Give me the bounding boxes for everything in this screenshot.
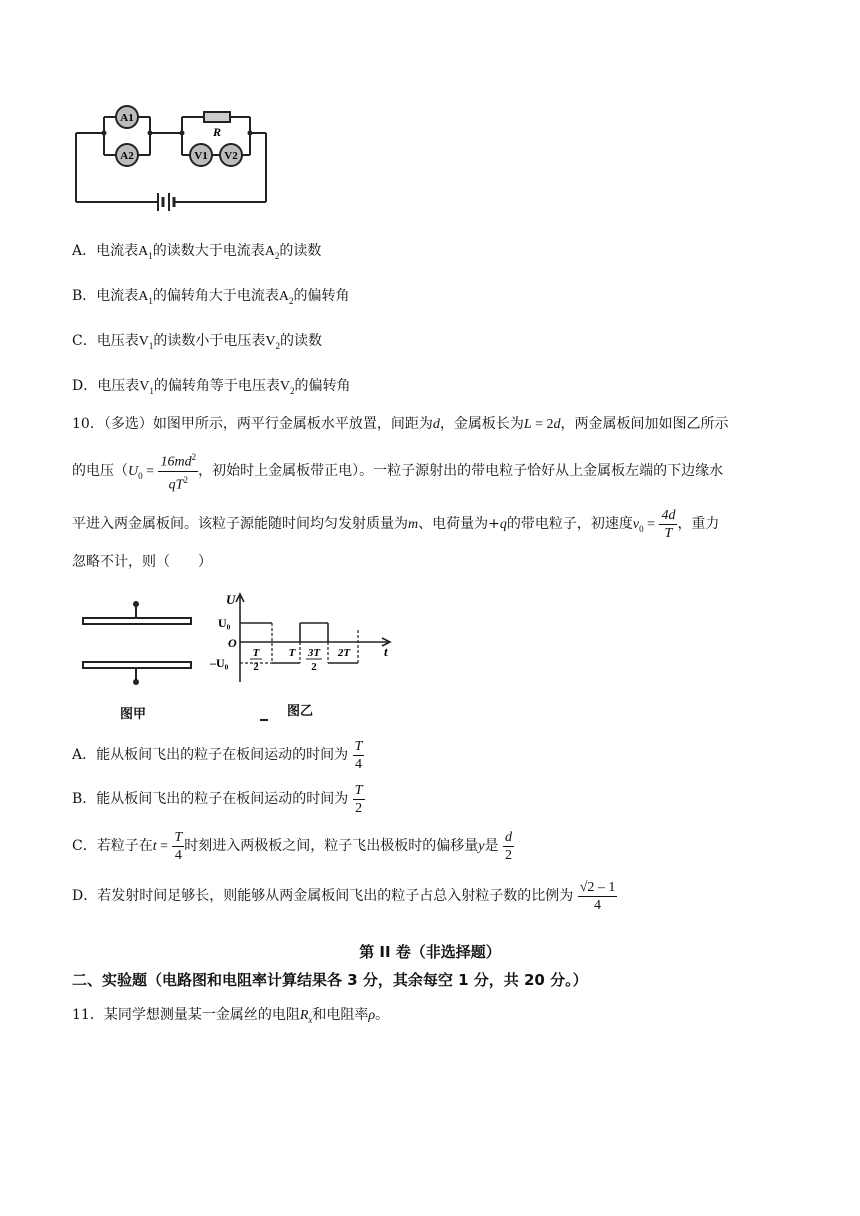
svg-text:3T: 3T	[307, 647, 321, 659]
svg-text:U: U	[226, 592, 236, 607]
svg-text:T: T	[288, 647, 296, 659]
figure-jia-label: 图甲	[120, 707, 147, 722]
q9-option-a: A．电流表$A_1$的读数大于电流表$A_2$的读数	[72, 243, 322, 261]
svg-text:2: 2	[311, 661, 317, 673]
voltmeter-v1	[190, 144, 212, 166]
svg-text:2T: 2T	[337, 647, 351, 659]
svg-text:2: 2	[253, 661, 259, 673]
figure-divider-mark	[260, 719, 268, 721]
svg-text:–U₀: –U₀	[210, 656, 229, 670]
svg-text:A1: A1	[120, 112, 134, 124]
figure-yi-label: 图乙	[287, 704, 314, 719]
q10-stem-line1: 10．（多选）如图甲所示，两平行金属板水平放置，间距为d，金属板长为L = 2d，两金属板间加如图乙所示	[72, 416, 729, 432]
q10-option-d: D．若发射时间足够长，则能够从两金属板间飞出的粒子占总入射粒子数的比例为 $\frac{√2 - 1}{4}$	[72, 879, 616, 913]
tick-three-half-T	[306, 647, 322, 673]
figure-yi-voltage-graph	[208, 590, 398, 690]
svg-text:V2: V2	[224, 150, 238, 162]
q10-stem-line4: 忽略不计，则（ ）	[72, 554, 212, 570]
svg-text:A2: A2	[120, 150, 134, 162]
svg-text:V1: V1	[194, 150, 208, 162]
svg-text:t: t	[384, 644, 388, 659]
figure-jia-plates	[80, 596, 196, 692]
svg-text:U₀: U₀	[218, 616, 231, 630]
svg-text:T: T	[252, 647, 260, 659]
q10-stem-line3: 平进入两金属板间。该粒子源能随时间均匀发射质量为m、电荷量为+q的带电粒子，初速度$v_0$ = $\frac{4d}{T}$ ，重力	[72, 507, 720, 541]
q10-option-a: A．能从板间飞出的粒子在板间运动的时间为 $\frac{T}{4}$	[72, 738, 363, 772]
q11-stem: 11．某同学想测量某一金属丝的电阻$R_x$和电阻率ρ。	[72, 1007, 390, 1025]
q9-option-d: D．电压表$V_1$的偏转角等于电压表$V_2$的偏转角	[72, 378, 351, 396]
q9-option-c: C．电压表$V_1$的读数小于电压表$V_2$的读数	[72, 333, 322, 351]
circuit-diagram	[70, 98, 280, 214]
q10-stem-line2: 的电压（$U_0$ = $\frac{16md^2}{qT^2}$ ，初始时上金属板带正电）。一粒子源射出的带电粒子恰好从上金属板左端的下边缘水	[72, 449, 723, 494]
section-title: 二、实验题（电路图和电阻率计算结果各 3 分，其余每空 1 分，共 20 分。）	[72, 971, 588, 989]
q10-option-b: B．能从板间飞出的粒子在板间运动的时间为 $\frac{T}{2}$	[72, 782, 363, 816]
svg-text:R: R	[212, 125, 222, 139]
resistor-r	[204, 112, 230, 139]
q9-option-b: B．电流表$A_1$的偏转角大于电流表$A_2$的偏转角	[72, 288, 350, 306]
q10-option-c: C．若粒子在t = $\frac{T}{4}$ 时刻进入两极板之间，粒子飞出极板时的偏移量y是 $\frac{d}{2}$	[72, 829, 512, 863]
tick-half-T	[250, 647, 262, 673]
velocity-fraction: $\frac{4d}{T}$	[661, 507, 676, 541]
ammeter-a2	[116, 144, 138, 166]
ammeter-a1	[116, 106, 138, 128]
voltmeter-v2	[220, 144, 242, 166]
volume-heading: 第 II 卷（非选择题）	[359, 943, 501, 961]
svg-text:O: O	[228, 636, 237, 650]
voltage-fraction: $\frac{16md^2}{qT^2}$	[158, 449, 198, 493]
